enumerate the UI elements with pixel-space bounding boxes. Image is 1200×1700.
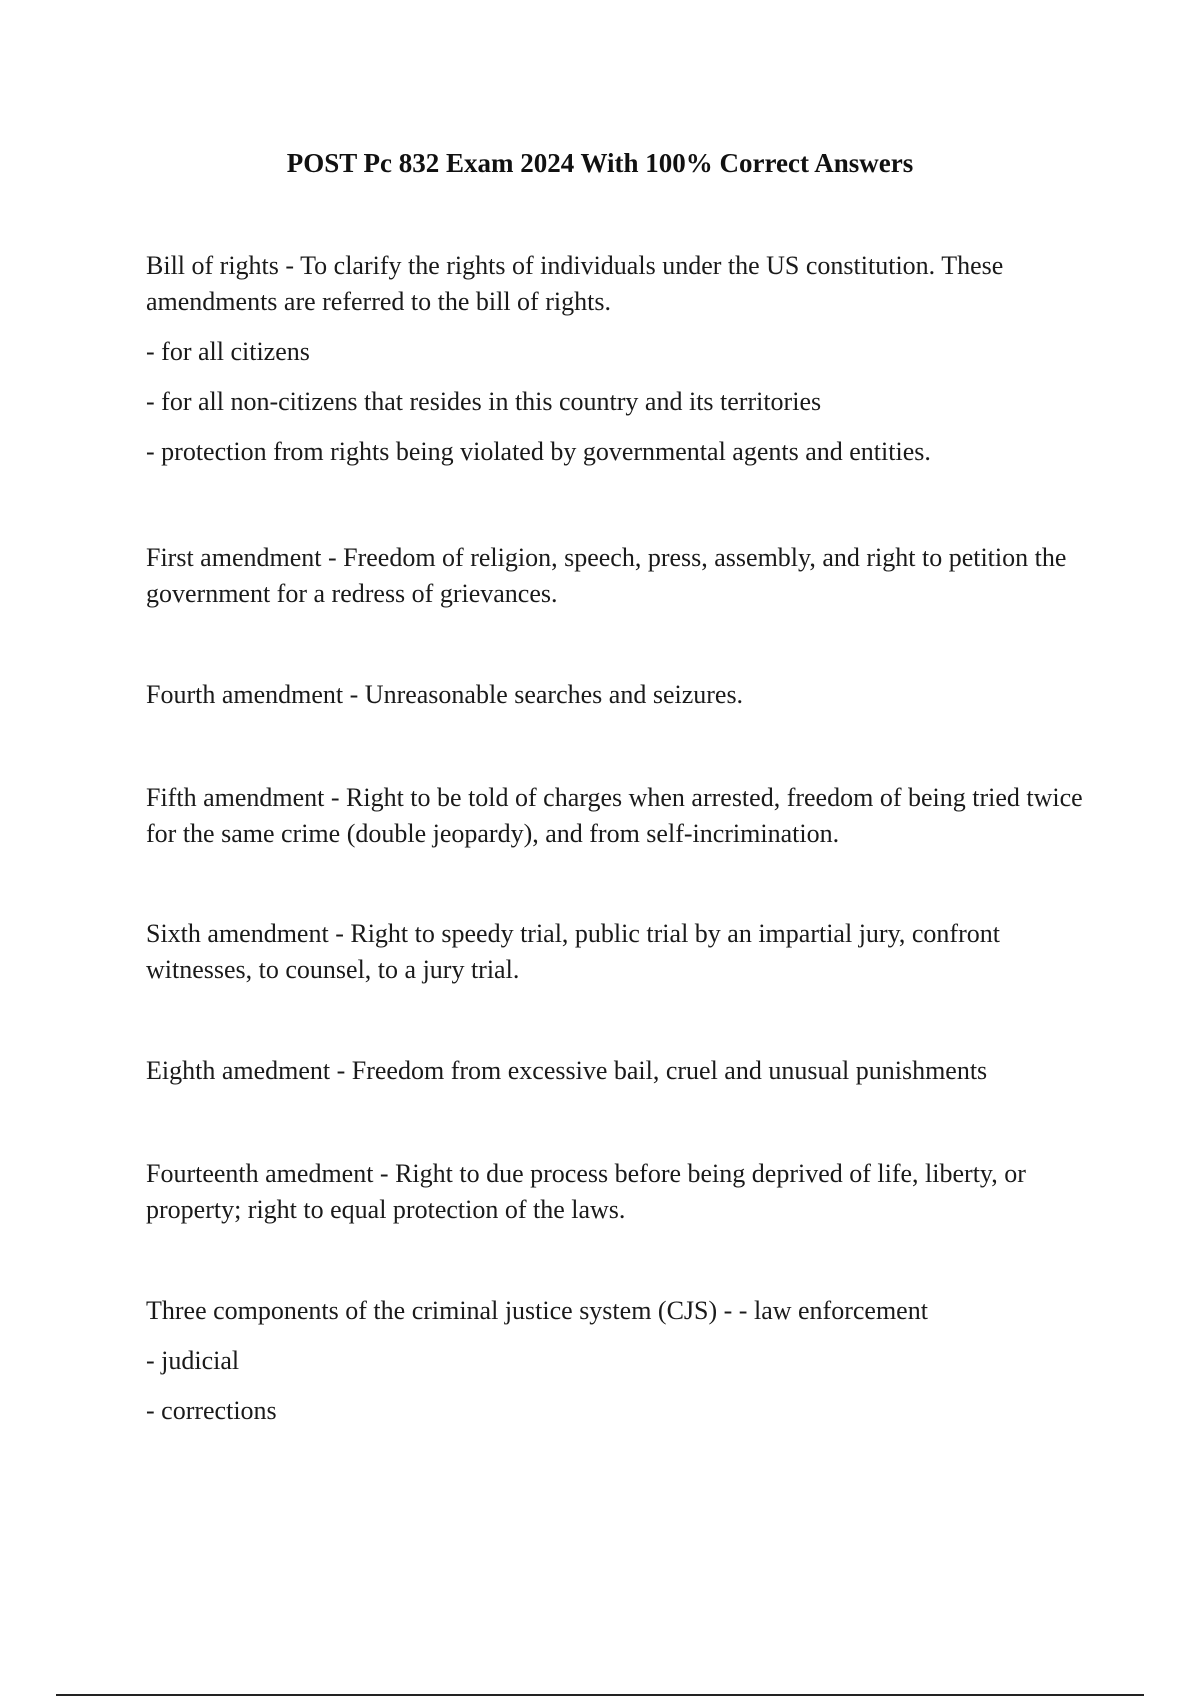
entry-text: Fourteenth amedment - Right to due process before being deprived of life, liberty, or property; right to equal protection of the laws.	[146, 1159, 1026, 1224]
entry-sixth-amendment	[146, 916, 1096, 988]
bullet-item: - for all citizens	[146, 337, 310, 366]
entry-first-amendment	[146, 540, 1096, 612]
entry-fourth-amendment	[146, 677, 1096, 713]
entry-bill-of-rights	[146, 248, 1096, 470]
entry-text: Fifth amendment - Right to be told of charges when arrested, freedom of being tried twice for the same crime (double jeopardy), and from self-incrimination.	[146, 783, 1083, 848]
bullet-item: - corrections	[146, 1396, 277, 1425]
entry-fourteenth-amendment	[146, 1156, 1096, 1228]
entry-text: Bill of rights - To clarify the rights of individuals under the US constitution. These amendments are referred to the bill of rights.	[146, 251, 1004, 316]
bullet-item: - for all non-citizens that resides in this country and its territories	[146, 387, 822, 416]
bullet-item: - protection from rights being violated by governmental agents and entities.	[146, 437, 931, 466]
entry-text: First amendment - Freedom of religion, speech, press, assembly, and right to petition the government for a redress of grievances.	[146, 543, 1067, 608]
entry-text: Sixth amendment - Right to speedy trial, public trial by an impartial jury, confront witnesses, to counsel, to a jury trial.	[146, 919, 1000, 984]
entry-cjs-components	[146, 1293, 1096, 1429]
footer-divider	[56, 1694, 1144, 1696]
entry-fifth-amendment	[146, 780, 1096, 852]
entry-text: Three components of the criminal justice system (CJS) - - law enforcement	[146, 1296, 928, 1325]
bullet-item: - judicial	[146, 1346, 240, 1375]
entry-eighth-amendment	[146, 1053, 1096, 1089]
entry-text: Eighth amedment - Freedom from excessive bail, cruel and unusual punishments	[146, 1056, 988, 1085]
entry-text: Fourth amendment - Unreasonable searches and seizures.	[146, 680, 744, 709]
page-title: POST Pc 832 Exam 2024 With 100% Correct Answers	[286, 148, 914, 178]
